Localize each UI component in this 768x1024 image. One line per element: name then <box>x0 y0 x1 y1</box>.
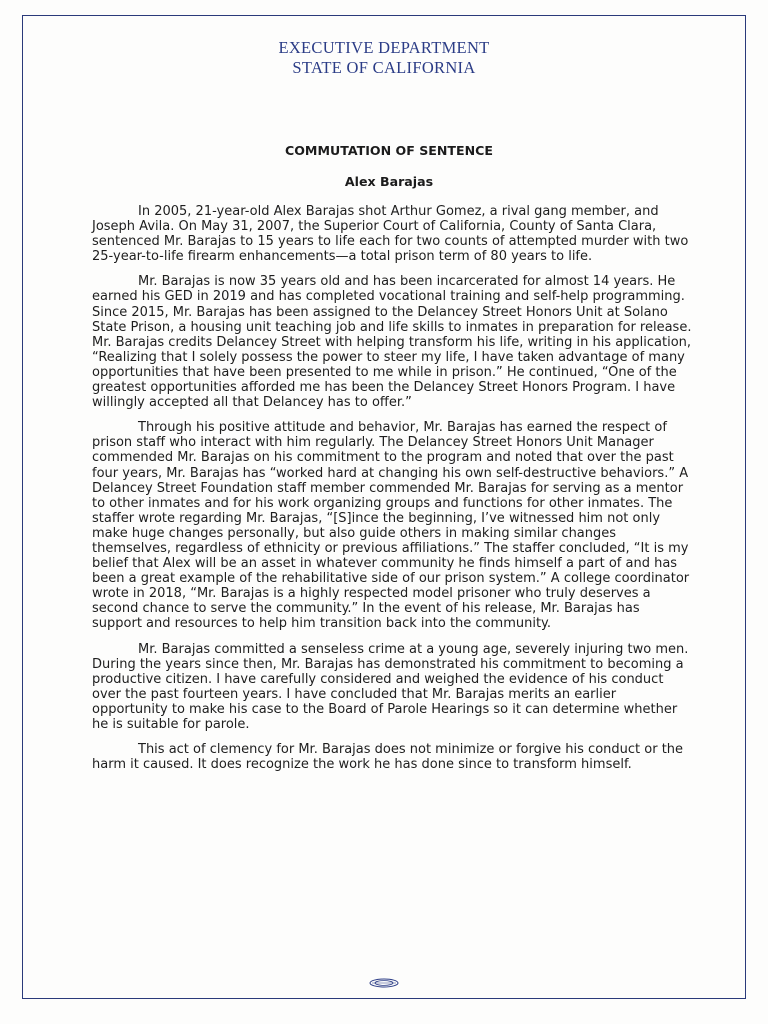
letterhead <box>0 38 768 78</box>
paragraph-2: Mr. Barajas is now 35 years old and has been incarcerated for almost 14 years. He earned his GED in 2019 and has completed vocational training and self-help programming. Since 2015, Mr. Barajas has been assigned to the Delancey Street Honors Unit at Solano State Prison, a housing unit teaching job and life skills to inmates in preparation for release. Mr. Barajas credits Delancey Street with helping transform his life, writing in his application, “Realizing that I solely possess the power to steer my life, I have taken advantage of many opportunities that have been presented to me while in prison.” He continued, “One of the greatest opportunities afforded me has been the Delancey Street Honors Program. I have willingly accepted all that Delancey has to offer.” <box>92 274 692 411</box>
paragraph-3: Through his positive attitude and behavior, Mr. Barajas has earned the respect of prison staff who interact with him regularly. The Delancey Street Honors Unit Manager commended Mr. Barajas on his commitment to the program and noted that over the past four years, Mr. Barajas has “worked hard at changing his own self-destructive behaviors.” A Delancey Street Foundation staff member commended Mr. Barajas for serving as a mentor to other inmates and for his work organizing groups and functions for other inmates. The staffer wrote regarding Mr. Barajas, “[S]ince the beginning, I’ve witnessed him not only make huge changes personally, but also guide others in making similar changes themselves, regardless of ethnicity or previous affiliations.” The staffer concluded, “It is my belief that Alex will be an asset in whatever community he finds himself a part of and has been a great example of the rehabilitative side of our prison system.” A college coordinator wrote in 2018, “Mr. Barajas is a highly respected model prisoner who truly deserves a second chance to serve the community.” In the event of his release, Mr. Barajas has support and resources to help him transition back into the community. <box>92 420 690 632</box>
letterhead-line-1: EXECUTIVE DEPARTMENT <box>278 38 490 57</box>
document-body <box>92 204 692 782</box>
document-title: COMMUTATION OF SENTENCE <box>284 143 493 158</box>
paragraph-1: In 2005, 21-year-old Alex Barajas shot Arthur Gomez, a rival gang member, and Joseph Avila. On May 31, 2007, the Superior Court of California, County of Santa Clara, sentenced Mr. Barajas to 15 years to life each for two counts of attempted murder with two 25-year-to-life firearm enhancements—a total prison term of 80 years to life. <box>92 204 689 265</box>
document-subject: Alex Barajas <box>344 174 434 189</box>
letterhead-line-2: STATE OF CALIFORNIA <box>292 58 476 77</box>
footer-seal-icon <box>369 978 399 988</box>
paragraph-4: Mr. Barajas committed a senseless crime at a young age, severely injuring two men. During the years since then, Mr. Barajas has demonstrated his commitment to becoming a productive citizen. I have carefully considered and weighed the evidence of his conduct over the past fourteen years. I have concluded that Mr. Barajas merits an earlier opportunity to make his case to the Board of Parole Hearings so it can determine whether he is suitable for parole. <box>92 641 689 732</box>
paragraph-5: This act of clemency for Mr. Barajas does not minimize or forgive his conduct or the harm it caused. It does recognize the work he has done since to transform himself. <box>92 742 684 773</box>
